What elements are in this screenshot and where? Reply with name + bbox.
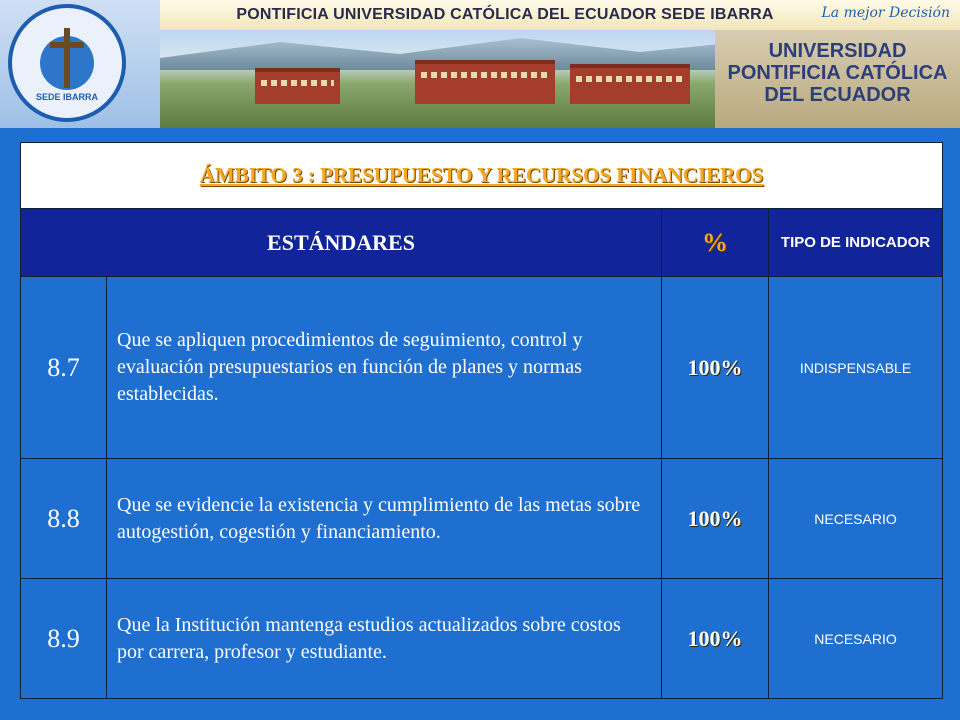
indicator-type: NECESARIO — [769, 579, 943, 699]
campus-building — [570, 64, 690, 104]
table-row — [21, 579, 943, 699]
standard-code: 8.7 — [21, 277, 107, 459]
standard-percent: 100% — [662, 579, 769, 699]
campus-building — [415, 60, 555, 104]
campus-building — [255, 68, 340, 104]
standard-code: 8.8 — [21, 459, 107, 579]
university-logo — [8, 4, 126, 122]
header-indicator-type: TIPO DE INDICADOR — [769, 209, 943, 277]
cross-icon — [64, 28, 70, 88]
university-sign — [715, 30, 960, 128]
indicator-type: INDISPENSABLE — [769, 277, 943, 459]
standard-description: Que se apliquen procedimientos de seguimiento, control y evaluación presupuestarios en función de planes y normas establecidas. — [107, 277, 662, 459]
sign-text: UNIVERSIDAD PONTIFICIA CATÓLICA DEL ECUADOR — [727, 40, 948, 106]
logo-caption: SEDE IBARRA — [35, 92, 98, 102]
standard-percent: 100% — [662, 277, 769, 459]
standard-description: Que se evidencie la existencia y cumplimiento de las metas sobre autogestión, cogestión y financiamiento. — [107, 459, 662, 579]
table-header-row — [21, 209, 943, 277]
table-title: ÁMBITO 3 : PRESUPUESTO Y RECURSOS FINANCIEROS — [21, 143, 943, 209]
header-percent: % — [662, 209, 769, 277]
standards-table — [20, 142, 943, 699]
table-row — [21, 459, 943, 579]
cross-icon-bar — [50, 42, 84, 48]
table-row — [21, 277, 943, 459]
header-standards: ESTÁNDARES — [21, 209, 662, 277]
standard-percent: 100% — [662, 459, 769, 579]
standard-description: Que la Institución mantenga estudios actualizados sobre costos por carrera, profesor y estudiante. — [107, 579, 662, 699]
header-banner — [0, 0, 960, 128]
standard-code: 8.9 — [21, 579, 107, 699]
indicator-type: NECESARIO — [769, 459, 943, 579]
university-title: PONTIFICIA UNIVERSIDAD CATÓLICA DEL ECUADOR SEDE IBARRA — [236, 6, 774, 23]
motto-text: La mejor Decisión — [821, 5, 950, 21]
campus-photo — [160, 30, 960, 128]
